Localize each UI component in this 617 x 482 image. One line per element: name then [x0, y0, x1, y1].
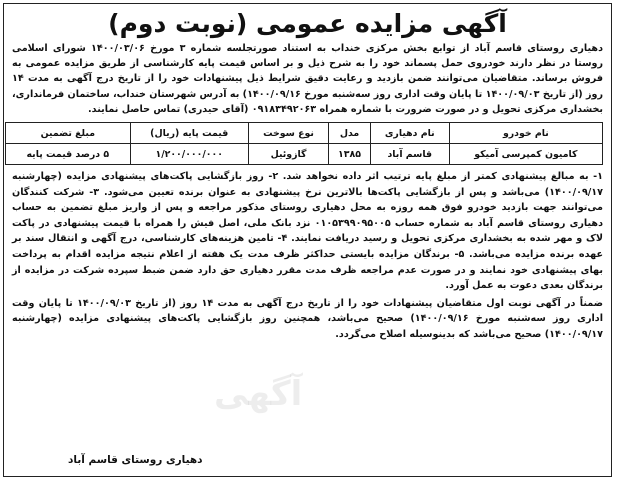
table-row [6, 144, 603, 165]
table-header-row [6, 123, 603, 144]
cell-guarantee: ۵ درصد قیمت پایه [6, 144, 131, 165]
conditions-paragraph: ۱- به مبالغ پیشنهادی کمتر از مبلغ پایه ترتیب اثر داده نخواهد شد. ۲- روز بازگشایی پاکت‌های پیشنهادی مزایده (چهارشنبه ۱۴۰۰/۰۹/۱۷) می‌باشد و پس از بازگشایی پاکت‌ها بالاترین نرخ پیشنهادی به عنوان برنده تعیین می‌شود. ۳- شرکت کنندگان می‌توانند جهت بازدید خودرو فوق همه روزه به محل دهیاری روستای مذکور مراجعه و پس از واریز مبلغ تضمین به حساب دهیاری روستای قاسم آباد به شماره حساب ۰۱۰۵۳۹۹۰۹۵۰۰۵ نزد بانک ملی، اصل فیش را همراه با قیمت پیشنهادی در پاکت لاک و مهر شده به بخشداری مرکزی تحویل و رسید دریافت نمایند. ۴- تامین هزینه‌های کارشناسی، درج آگهی و انتقال سند بر عهده برنده مزایده می‌باشد. ۵- برندگان مزایده بایستی حداکثر ظرف مدت یک هفته از اعلام نتیجه مزایده اقدام به پرداخت بهای پیشنهادی خود نمایند و در صورت عدم مراجعه ظرف مدت مقرر دهیاری حق دارد ضمن ضبط سپرده شرکت در مزایده از برندگان بعدی دعوت به عمل آورد. [12, 171, 604, 292]
intro-paragraph: دهیاری روستای قاسم آباد از توابع بخش مرکزی خنداب به استناد صورتجلسه شماره ۳ مورخ ۱۴۰۰/۰۳/۰۶ شورای اسلامی روستا در نظر دارند خودروی حمل پسماند خود را به شرح ذیل و بر اساس قیمت پایه کارشناسی از طریق مزایده عمومی به فروش برساند. متقاضیان می‌توانند ضمن بازدید و رعایت دقیق شرایط ذیل پیشنهادات خود را از تاریخ درج آگهی به مدت ۱۴ روز (از تاریخ ۱۴۰۰/۰۹/۰۳ تا پایان وقت اداری روز سه‌شنبه مورخ ۱۴۰۰/۰۹/۱۶) به آدرس شهرستان خنداب، ساختمان فرمانداری، بخشداری مرکزی تحویل و در صورت ضرورت با شماره همراه ۰۹۱۸۳۴۹۲۰۶۳ (آقای حیدری) تماس حاصل نمایند. [12, 43, 604, 115]
notice-title: آگهی مزایده عمومی (نوبت دوم) [108, 9, 507, 38]
auction-items-table [5, 122, 603, 165]
cell-village-office: قاسم آباد [370, 144, 449, 165]
header-base-price: قیمت پایه (ریال) [130, 123, 248, 144]
header-fuel-type: نوع سوخت [248, 123, 328, 144]
header-model: مدل [329, 123, 371, 144]
cell-fuel-type: گازوئیل [248, 144, 328, 165]
cell-base-price: ۱/۲۰۰/۰۰۰/۰۰۰ [130, 144, 248, 165]
signature: دهیاری روستای قاسم آباد [68, 454, 203, 466]
watermark: آگهی [214, 374, 303, 414]
header-vehicle-name: نام خودرو [449, 123, 602, 144]
cell-vehicle-name: کامیون کمپرسی آمیکو [449, 144, 602, 165]
header-guarantee: مبلغ تضمین [6, 123, 131, 144]
notice-frame [3, 3, 612, 477]
cell-model: ۱۳۸۵ [329, 144, 371, 165]
correction-paragraph: ضمناً در آگهی نوبت اول متقاضیان پیشنهادات خود را از تاریخ درج آگهی به مدت ۱۴ روز (از تاریخ ۱۴۰۰/۰۹/۰۳ تا پایان وقت اداری روز سه‌شنبه مورخ ۱۴۰۰/۰۹/۱۶) صحیح می‌باشد، همچنین روز بازگشایی پاکت‌های پیشنهادی مزایده (چهارشنبه ۱۴۰۰/۰۹/۱۷) صحیح می‌باشد که بدینوسیله اصلاح می‌گردد. [12, 297, 603, 340]
header-village-office: نام دهیاری [370, 123, 449, 144]
